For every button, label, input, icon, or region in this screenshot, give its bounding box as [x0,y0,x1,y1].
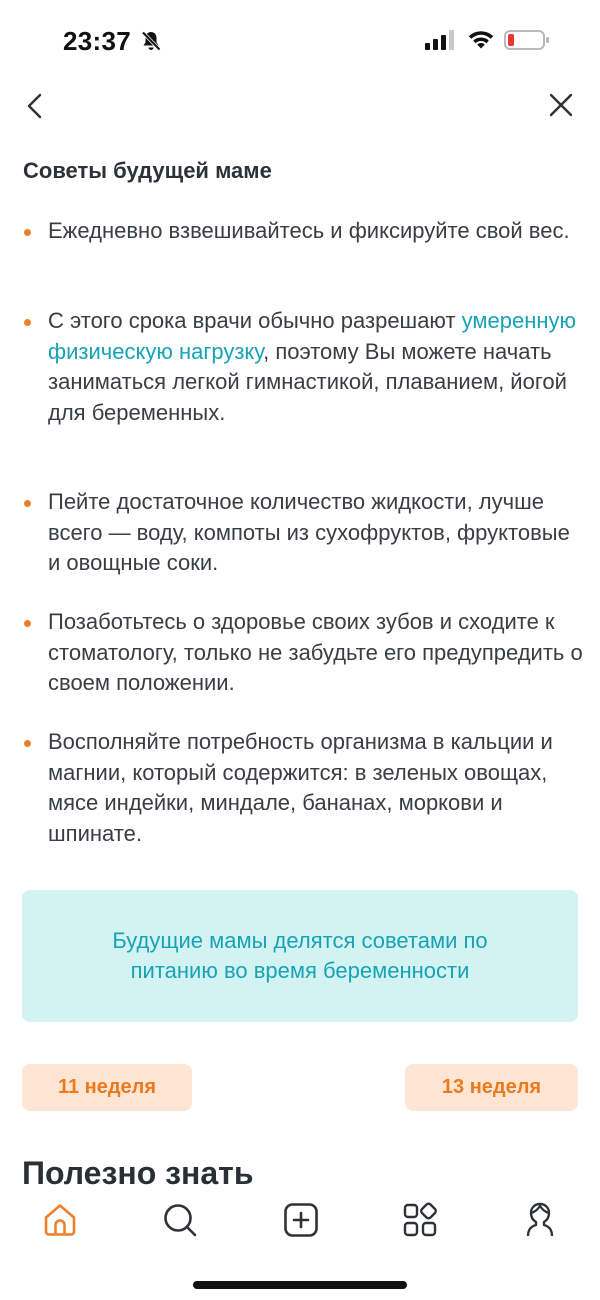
tip-item [23,607,583,699]
tip-text: Позаботьтесь о здоровье своих зубов и сходите к стоматологу, только не забудьте его предупредить о своем положении. [48,609,583,695]
prev-week-button[interactable]: 11 неделя [22,1064,192,1111]
promo-text: Будущие мамы делятся советами по питанию во время беременности [112,928,488,983]
chevron-left-icon[interactable] [22,92,48,120]
tab-services[interactable] [398,1198,442,1242]
signal-icon [425,30,457,50]
tip-text: Восполняйте потребность организма в кальции и магнии, который содержится: в зеленых овощах, мясе индейки, миндале, бананах, моркови и шпинате. [48,729,553,846]
home-indicator [193,1281,407,1289]
tip-text: С этого срока врачи обычно разрешают [48,308,462,333]
tab-home[interactable] [38,1198,82,1242]
tip-item [23,216,570,247]
bullet-dot-icon [24,620,31,627]
tab-search[interactable] [158,1198,202,1242]
search-icon [158,1198,202,1242]
grid-icon [398,1198,442,1242]
useful-section-title: Полезно знать [22,1155,254,1186]
close-icon[interactable] [548,92,574,118]
profile-icon [518,1198,562,1242]
nutrition-tips-card[interactable] [22,890,578,1022]
wifi-icon [466,28,496,50]
bullet-dot-icon [24,740,31,747]
bullet-dot-icon [24,319,31,326]
bell-muted-icon [140,30,162,52]
battery-low-icon [504,29,550,51]
bullet-dot-icon [24,229,31,236]
next-week-button[interactable]: 13 неделя [405,1064,578,1111]
home-icon [38,1198,82,1242]
add-icon [279,1198,323,1242]
tip-text: , поэтому Вы можете начать заниматься легкой гимнастикой, плаванием, йогой для беременных. [48,338,567,425]
section-title: Советы будущей маме [23,158,272,183]
tab-add[interactable] [279,1198,323,1242]
status-time: 23:37 [63,26,131,56]
tip-text: Пейте достаточное количество жидкости, лучше всего — воду, компоты из сухофруктов, фруктовые и овощные соки. [48,489,570,575]
bullet-dot-icon [24,500,31,507]
exercise-link[interactable]: умеренную физическую нагрузку [48,308,577,364]
tab-bar [0,1186,600,1256]
tip-item [23,487,583,579]
status-bar [0,0,600,82]
tip-item [23,727,583,849]
tab-profile[interactable] [518,1198,562,1242]
tip-item [23,306,583,428]
tip-text: Ежедневно взвешивайтесь и фиксируйте свой вес. [48,218,570,243]
